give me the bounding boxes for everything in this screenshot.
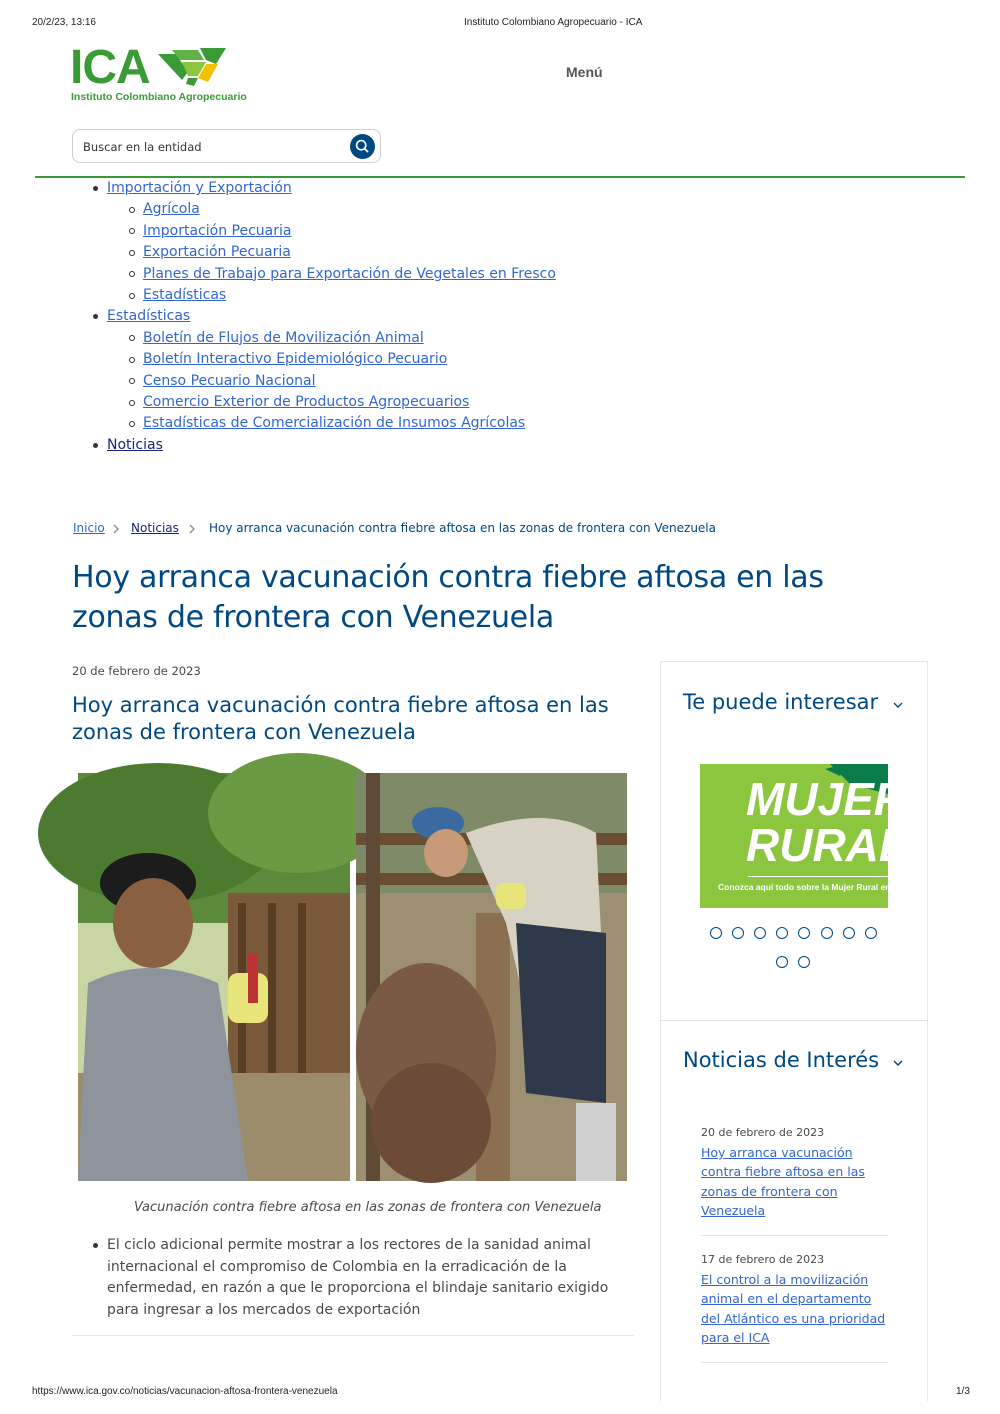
nav-subitem-boletin-flujos[interactable]: Boletín de Flujos de Movilización Animal: [143, 329, 424, 346]
chevron-down-icon[interactable]: [892, 1058, 904, 1068]
content-bullet: [93, 1243, 98, 1248]
search-placeholder: Buscar en la entidad: [83, 140, 202, 154]
logo-acronym[interactable]: ICA: [70, 41, 150, 94]
print-title: Instituto Colombiano Agropecuario - ICA: [464, 17, 643, 28]
nav-bullet: [93, 314, 98, 319]
news-divider: [701, 1362, 888, 1363]
nav-list: [0, 178, 1000, 458]
carousel-dot[interactable]: [798, 927, 810, 939]
news-item-link[interactable]: [701, 1270, 886, 1348]
news-item-link-line: contra fiebre aftosa en las: [701, 1164, 865, 1180]
nav-item-estadisticas[interactable]: Estadísticas: [107, 308, 191, 325]
nav-subitem-agricola[interactable]: Agrícola: [143, 201, 200, 218]
news-item-link-line: El control a la movilización: [701, 1272, 869, 1287]
article-photo-left: [78, 773, 350, 1181]
page-title: [72, 558, 892, 638]
nav-subitem-comercio-exterior[interactable]: Comercio Exterior de Productos Agropecuarios: [143, 394, 470, 410]
page-title-line-1: Hoy arranca vacunación contra fiebre aftosa en las: [72, 560, 824, 595]
content-divider: [72, 1335, 634, 1336]
nav-subitem-censo-pecuario[interactable]: Censo Pecuario Nacional: [143, 372, 316, 389]
banner-tagline: Conozca aquí todo sobre la Mujer Rural en: [718, 882, 891, 892]
nav-bullet: [129, 293, 135, 299]
carousel-dot[interactable]: [776, 927, 788, 939]
news-item-link-line: Hoy arranca vacunación: [701, 1145, 853, 1160]
carousel-dot[interactable]: [732, 927, 744, 939]
nav-bullet: [129, 207, 135, 213]
breadcrumb-noticias[interactable]: Noticias: [131, 521, 179, 535]
article-summary-line-2: internacional el compromiso de Colombia en la erradicación de la: [107, 1258, 567, 1275]
nav-bullet: [129, 400, 135, 406]
nav-item-noticias[interactable]: Noticias: [107, 436, 163, 453]
banner-rule: [748, 876, 888, 877]
logo-name: Instituto Colombiano Agropecuario: [71, 91, 247, 103]
nav-bullet: [129, 357, 135, 363]
news-heading[interactable]: Noticias de Interés: [683, 1048, 880, 1072]
news-divider: [701, 1235, 888, 1236]
print-url: https://www.ica.gov.co/noticias/vacunacion-aftosa-frontera-venezuela: [32, 1386, 338, 1397]
carousel-dot[interactable]: [710, 927, 722, 939]
nav-bullet: [129, 421, 135, 427]
nav-bullet: [93, 186, 98, 191]
chevron-right-icon: [188, 523, 196, 535]
nav-subitem-boletin-epidemiologico[interactable]: Boletín Interactivo Epidemiológico Pecuario: [143, 351, 448, 368]
news-item-link-line: zonas de frontera con: [701, 1183, 838, 1199]
article-summary-line-3: enfermedad, en razón a que le proporciona el blindaje sanitario exigido: [107, 1280, 609, 1296]
nav-subitem-importacion-pecuaria[interactable]: Importación Pecuaria: [143, 222, 292, 239]
news-item-link[interactable]: [701, 1143, 886, 1221]
nav-bullet: [129, 228, 135, 234]
page-title-line-2: zonas de frontera con Venezuela: [72, 600, 554, 635]
news-item-link-line: animal en el departamento: [701, 1291, 872, 1307]
chevron-down-icon[interactable]: [892, 700, 904, 710]
article-subtitle: [72, 692, 632, 746]
article-date: 20 de febrero de 2023: [72, 664, 201, 678]
menu-button[interactable]: Menú: [566, 64, 603, 80]
carousel-dot[interactable]: [821, 927, 833, 939]
interest-heading[interactable]: Te puede interesar: [683, 690, 879, 714]
print-page-number: 1/3: [956, 1386, 970, 1397]
nav-subitem-estadisticas[interactable]: Estadísticas: [143, 287, 227, 303]
nav-bullet: [129, 271, 135, 277]
nav-bullet: [129, 378, 135, 384]
logo-mark-icon: [158, 46, 228, 88]
search-icon: [350, 134, 375, 159]
print-datetime: 20/2/23, 13:16: [32, 17, 96, 28]
carousel-dot[interactable]: [798, 956, 810, 968]
news-item-date: 17 de febrero de 2023: [701, 1253, 825, 1266]
article-summary-line-1: El ciclo adicional permite mostrar a los rectores de la sanidad animal: [107, 1237, 591, 1253]
carousel-dot[interactable]: [865, 927, 877, 939]
article-subtitle-line-1: Hoy arranca vacunación contra fiebre aftosa en las: [72, 693, 609, 717]
carousel-dot[interactable]: [754, 927, 766, 939]
search-button[interactable]: [350, 134, 375, 159]
news-item-date: 20 de febrero de 2023: [701, 1126, 825, 1139]
nav-item-import-export[interactable]: Importación y Exportación: [107, 180, 292, 196]
article-photo-right: [356, 773, 627, 1181]
sidebar-divider: [661, 1020, 927, 1021]
mujer-rural-banner[interactable]: [700, 764, 908, 908]
banner-title-line-1: MUJER: [746, 773, 908, 825]
news-item-link-line: Venezuela: [701, 1203, 766, 1219]
nav-subitem-comercializacion-insumos[interactable]: Estadísticas de Comercialización de Insumos Agrícolas: [143, 415, 526, 432]
chevron-right-icon: [112, 523, 120, 535]
article-summary: [107, 1235, 627, 1321]
nav-subitem-planes-trabajo[interactable]: Planes de Trabajo para Exportación de Vegetales en Fresco: [143, 265, 556, 282]
news-item-link-line: del Atlántico es una prioridad: [701, 1310, 886, 1326]
carousel-dot[interactable]: [776, 956, 788, 968]
article-summary-line-4: para ingresar a los mercados de exportación: [107, 1301, 421, 1318]
banner-title-line-2: RURAL: [746, 819, 907, 871]
breadcrumb-home[interactable]: Inicio: [73, 521, 105, 535]
carousel-dot[interactable]: [843, 927, 855, 939]
news-item-link-line: para el ICA: [701, 1330, 770, 1346]
nav-bullet: [129, 250, 135, 256]
nav-subitem-exportacion-pecuaria[interactable]: Exportación Pecuaria: [143, 244, 291, 261]
article-subtitle-line-2: zonas de frontera con Venezuela: [72, 720, 416, 744]
nav-bullet: [93, 443, 98, 448]
nav-bullet: [129, 335, 135, 341]
breadcrumb-current: Hoy arranca vacunación contra fiebre aftosa en las zonas de frontera con Venezuela: [209, 521, 716, 535]
photo-caption: Vacunación contra fiebre aftosa en las zonas de frontera con Venezuela: [134, 1200, 602, 1215]
